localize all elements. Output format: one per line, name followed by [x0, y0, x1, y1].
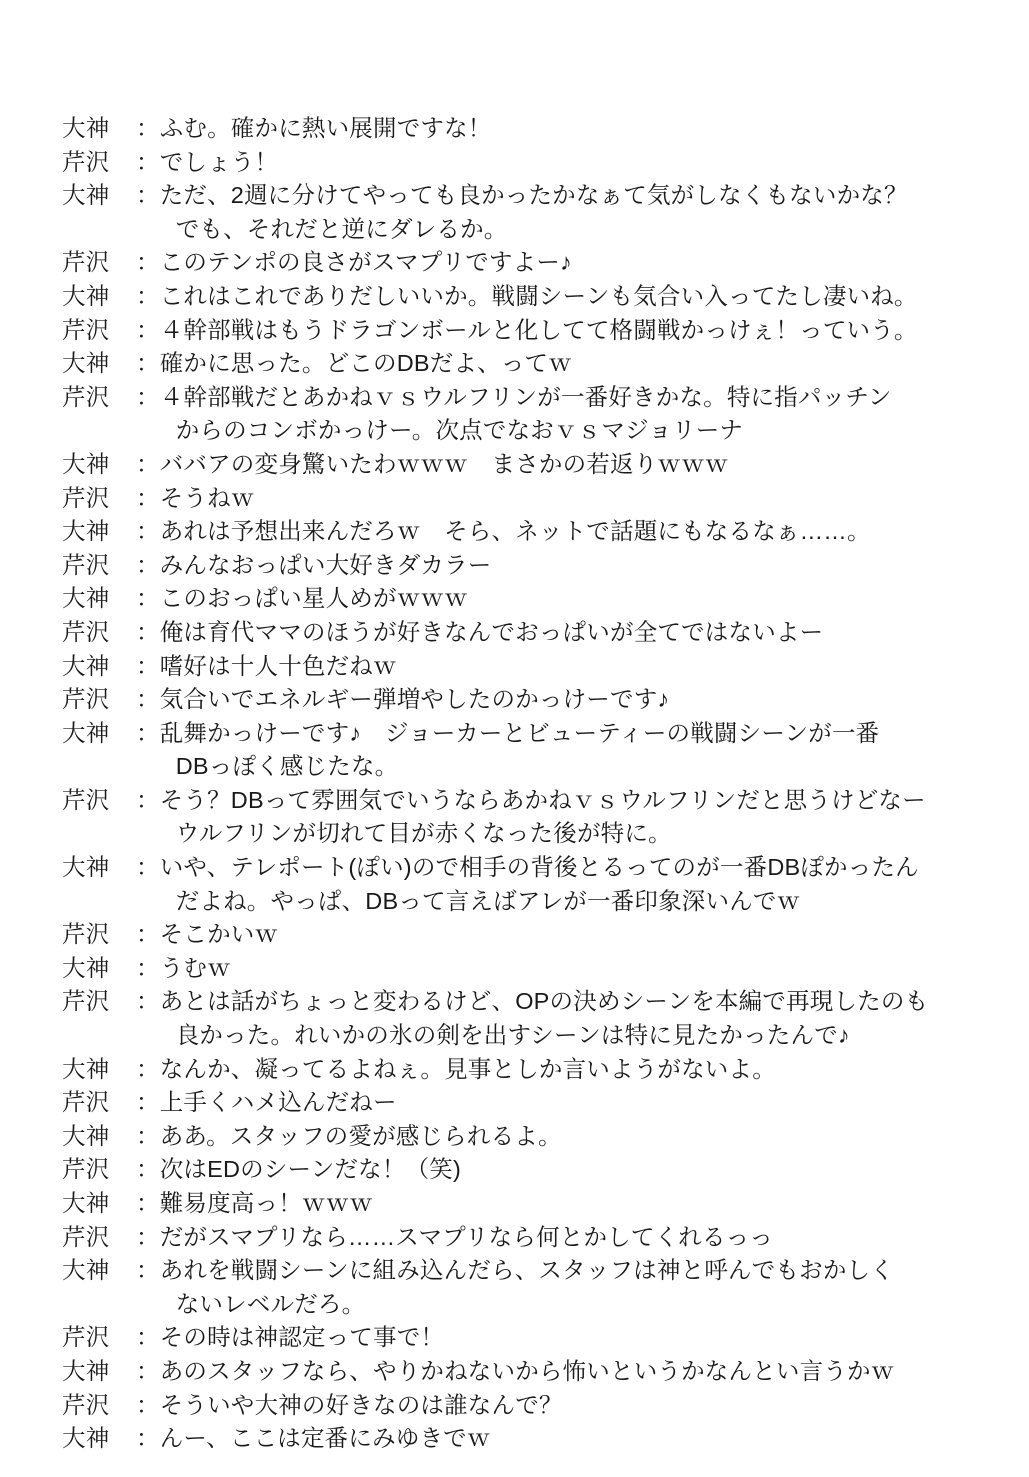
speaker-separator: ： [136, 350, 160, 377]
dialogue-line [62, 918, 959, 952]
dialogue-line [62, 1389, 959, 1423]
dialogue-line [62, 347, 959, 381]
speaker-label: 大神 [62, 1257, 110, 1284]
speaker-separator: ： [136, 551, 160, 578]
dialogue-text-row: あれを戦闘シーンに組み込んだら、スタッフは神と呼んでもおかしく [159, 1257, 894, 1284]
speaker-label: 芹沢 [62, 921, 110, 948]
speaker-separator: ： [136, 854, 160, 881]
dialogue-text [160, 1355, 959, 1389]
speaker-separator: ： [136, 686, 160, 713]
speaker-separator: ： [136, 921, 160, 948]
speaker-label: 大神 [62, 518, 110, 545]
dialogue-text [160, 515, 959, 549]
speaker-label: 芹沢 [62, 1156, 110, 1183]
dialogue-text [160, 112, 959, 146]
dialogue-text-row: このテンポの良さがスマプリですよー♪ [159, 249, 572, 276]
dialogue-text-row: でも、それだと逆にダレるか。 [175, 215, 508, 242]
speaker-separator: ： [136, 652, 160, 679]
dialogue-text-row: あとは話がちょっと変わるけど、OPの決めシーンを本編で再現したのも [159, 988, 929, 1015]
dialogue-line [62, 616, 959, 650]
dialogue-text [160, 1053, 959, 1087]
dialogue-text [160, 246, 959, 280]
speaker-separator: ： [136, 249, 160, 276]
speaker-separator: ： [136, 1357, 160, 1384]
dialogue-line [62, 650, 959, 684]
dialogue-text [160, 582, 959, 616]
dialogue-text-row: ふむ。確かに熱い展開ですな！ [159, 115, 492, 141]
dialogue-line [62, 1153, 959, 1187]
dialogue-line [62, 582, 959, 616]
speaker-separator: ： [136, 1089, 160, 1116]
dialogue-text-row: だがスマプリなら……スマプリなら何とかしてくれるっっ [159, 1223, 774, 1250]
speaker-separator: ： [136, 484, 160, 511]
dialogue-text [160, 784, 959, 851]
dialogue-line [62, 381, 959, 448]
dialogue-text [160, 952, 959, 986]
speaker-label: 芹沢 [62, 383, 110, 410]
speaker-separator: ： [136, 1223, 160, 1250]
dialogue-text-row: ウルフリンが切れて目が赤くなった後が特に。 [175, 820, 672, 847]
dialogue-text-row: あのスタッフなら、やりかねないから怖いというかなんとい言うかｗ [159, 1357, 895, 1384]
dialogue-text-row: なんか、凝ってるよねぇ。見事としか言いようがないよ。 [159, 1055, 776, 1082]
dialogue-text-row: その時は神認定って事で！ [159, 1324, 445, 1351]
dialogue-line [62, 1187, 959, 1221]
speaker-separator: ： [136, 383, 160, 410]
speaker-label: 芹沢 [62, 988, 110, 1015]
speaker-label: 大神 [62, 1425, 110, 1452]
dialogue-text-row: 確かに思った。どこのDBだよ、ってｗ [159, 350, 572, 377]
dialogue-line [62, 482, 959, 516]
dialogue-text [160, 1120, 959, 1154]
dialogue-text [160, 1153, 959, 1187]
speaker-label: 大神 [62, 719, 110, 746]
dialogue-text-row: からのコンボかっけー。次点でなおｖｓマジョリーナ [175, 417, 744, 444]
speaker-label: 芹沢 [62, 249, 110, 276]
dialogue-text [160, 381, 959, 448]
speaker-label: 大神 [62, 1122, 110, 1149]
dialogue-text-row: ああ。スタッフの愛が感じられるよ。 [159, 1122, 562, 1149]
dialogue-text [160, 146, 959, 180]
dialogue-line [62, 246, 959, 280]
dialogue-text-row: 良かった。れいかの氷の剣を出すシーンは特に見たかったんで♪ [175, 1022, 850, 1049]
speaker-label: 芹沢 [62, 686, 110, 713]
dialogue-text [160, 314, 959, 348]
dialogue-text [160, 280, 959, 314]
speaker-label: 大神 [62, 450, 110, 477]
speaker-separator: ： [136, 719, 160, 746]
speaker-separator: ： [136, 1391, 160, 1418]
speaker-label: 芹沢 [62, 1223, 110, 1250]
speaker-separator: ： [136, 148, 160, 175]
speaker-label: 大神 [62, 1055, 110, 1082]
dialogue-line [62, 851, 959, 918]
speaker-separator: ： [136, 1156, 160, 1183]
dialogue-text [160, 985, 959, 1052]
dialogue-line [62, 1254, 959, 1321]
dialogue-line [62, 112, 959, 146]
dialogue-line [62, 952, 959, 986]
dialogue-line [62, 280, 959, 314]
dialogue-text [160, 683, 959, 717]
dialogue-text [160, 717, 959, 784]
speaker-separator: ： [136, 282, 160, 309]
dialogue-text [160, 1254, 959, 1321]
speaker-separator: ： [136, 182, 160, 209]
dialogue-text [160, 482, 959, 516]
dialogue-transcript [62, 112, 959, 1456]
dialogue-text [160, 1221, 959, 1255]
dialogue-text [160, 1187, 959, 1221]
dialogue-text-row: ないレベルだろ。 [175, 1290, 366, 1317]
dialogue-text-row: 嗜好は十人十色だねｗ [159, 652, 397, 679]
speaker-label: 大神 [62, 350, 110, 377]
dialogue-text [160, 1389, 959, 1423]
speaker-label: 芹沢 [62, 1324, 110, 1351]
dialogue-text-row: でしょう！ [159, 148, 279, 175]
dialogue-line [62, 985, 959, 1052]
speaker-separator: ： [136, 316, 160, 343]
speaker-label: 芹沢 [62, 316, 110, 343]
speaker-label: 大神 [62, 652, 110, 679]
dialogue-text [160, 851, 959, 918]
dialogue-line [62, 1086, 959, 1120]
dialogue-line [62, 448, 959, 482]
dialogue-text-row: んー、ここは定番にみゆきでｗ [159, 1425, 491, 1452]
dialogue-text [160, 347, 959, 381]
dialogue-text-row: ただ、2週に分けてやっても良かったかなぁて気がしなくもないかな？ [159, 182, 908, 209]
dialogue-line [62, 1422, 959, 1456]
speaker-separator: ： [136, 1055, 160, 1082]
dialogue-line [62, 683, 959, 717]
dialogue-line [62, 314, 959, 348]
dialogue-line [62, 1355, 959, 1389]
speaker-separator: ： [136, 988, 160, 1015]
dialogue-line [62, 549, 959, 583]
speaker-separator: ： [136, 585, 160, 612]
dialogue-text-row: そうねｗ [159, 484, 255, 511]
dialogue-text-row: そこかいｗ [159, 921, 279, 948]
dialogue-text-row: ババアの変身驚いたわｗｗｗ まさかの若返りｗｗｗ [159, 450, 729, 477]
speaker-separator: ： [136, 954, 160, 981]
dialogue-line [62, 717, 959, 784]
speaker-label: 芹沢 [62, 786, 110, 813]
dialogue-line [62, 179, 959, 246]
speaker-separator: ： [136, 1122, 160, 1149]
dialogue-text-row: 難易度高っ！ｗｗｗ [159, 1190, 374, 1216]
dialogue-line [62, 1221, 959, 1255]
speaker-label: 芹沢 [62, 618, 110, 645]
dialogue-line [62, 515, 959, 549]
speaker-separator: ： [136, 115, 160, 141]
dialogue-text-row: ４幹部戦はもうドラゴンボールと化してて格闘戦かっけぇ！っていう。 [159, 316, 918, 343]
dialogue-text-row: うむｗ [159, 954, 231, 981]
dialogue-text [160, 1086, 959, 1120]
dialogue-line [62, 1120, 959, 1154]
dialogue-text-row: 俺は育代ママのほうが好きなんでおっぱいが全てではないよー [159, 618, 824, 645]
dialogue-text-row: そう？DBって雰囲気でいうならあかねｖｓウルフリンだと思うけどなー [159, 786, 926, 813]
dialogue-line [62, 146, 959, 180]
dialogue-line [62, 1053, 959, 1087]
speaker-separator: ： [136, 1324, 160, 1351]
speaker-label: 芹沢 [62, 148, 110, 175]
speaker-separator: ： [136, 618, 160, 645]
speaker-label: 大神 [62, 182, 110, 209]
dialogue-text-row: 気合いでエネルギー弾増やしたのかっけーです♪ [159, 686, 670, 713]
dialogue-text-row: これはこれでありだしいいか。戦闘シーンも気合い入ってたし凄いね。 [159, 282, 918, 309]
dialogue-text [160, 549, 959, 583]
speaker-label: 芹沢 [62, 484, 110, 511]
dialogue-text [160, 448, 959, 482]
speaker-separator: ： [136, 518, 160, 545]
dialogue-text [160, 1422, 959, 1456]
speaker-separator: ： [136, 1190, 160, 1216]
dialogue-text-row: ４幹部戦だとあかねｖｓウルフリンが一番好きかな。特に指パッチン [159, 383, 892, 410]
speaker-label: 大神 [62, 954, 110, 981]
dialogue-text-row: だよね。やっぱ、DBって言えばアレが一番印象深いんでｗ [175, 887, 801, 914]
speaker-label: 大神 [62, 115, 110, 141]
dialogue-text-row: 乱舞かっけーです♪ ジョーカーとビューティーの戦闘シーンが一番 [159, 719, 880, 746]
speaker-label: 大神 [62, 1357, 110, 1384]
dialogue-text-row: このおっぱい星人めがｗｗｗ [159, 585, 468, 612]
speaker-label: 芹沢 [62, 1089, 110, 1116]
speaker-separator: ： [136, 1425, 160, 1452]
dialogue-text [160, 1321, 959, 1355]
speaker-label: 芹沢 [62, 1391, 110, 1418]
dialogue-text [160, 616, 959, 650]
dialogue-text-row: 上手くハメ込んだねー [159, 1089, 397, 1116]
dialogue-text [160, 179, 959, 246]
dialogue-text-row: そういや大神の好きなのは誰なんで？ [159, 1391, 563, 1418]
dialogue-text-row: みんなおっぱい大好きダカラー [159, 551, 492, 578]
speaker-separator: ： [136, 450, 160, 477]
speaker-separator: ： [136, 1257, 160, 1284]
dialogue-text-row: 次はEDのシーンだな！（笑) [159, 1156, 462, 1183]
dialogue-text-row: DBっぽく感じたな。 [175, 753, 399, 780]
dialogue-text-row: いや、テレポート(ぽい)ので相手の背後とるってのが一番DBぽかったん [159, 854, 919, 881]
dialogue-line [62, 784, 959, 851]
dialogue-line [62, 1321, 959, 1355]
speaker-label: 大神 [62, 282, 110, 309]
speaker-separator: ： [136, 786, 160, 813]
speaker-label: 大神 [62, 1190, 110, 1216]
dialogue-text-row: あれは予想出来んだろｗ そら、ネットで話題にもなるなぁ……。 [159, 518, 871, 545]
speaker-label: 芹沢 [62, 551, 110, 578]
speaker-label: 大神 [62, 585, 110, 612]
speaker-label: 大神 [62, 854, 110, 881]
dialogue-text [160, 650, 959, 684]
dialogue-text [160, 918, 959, 952]
